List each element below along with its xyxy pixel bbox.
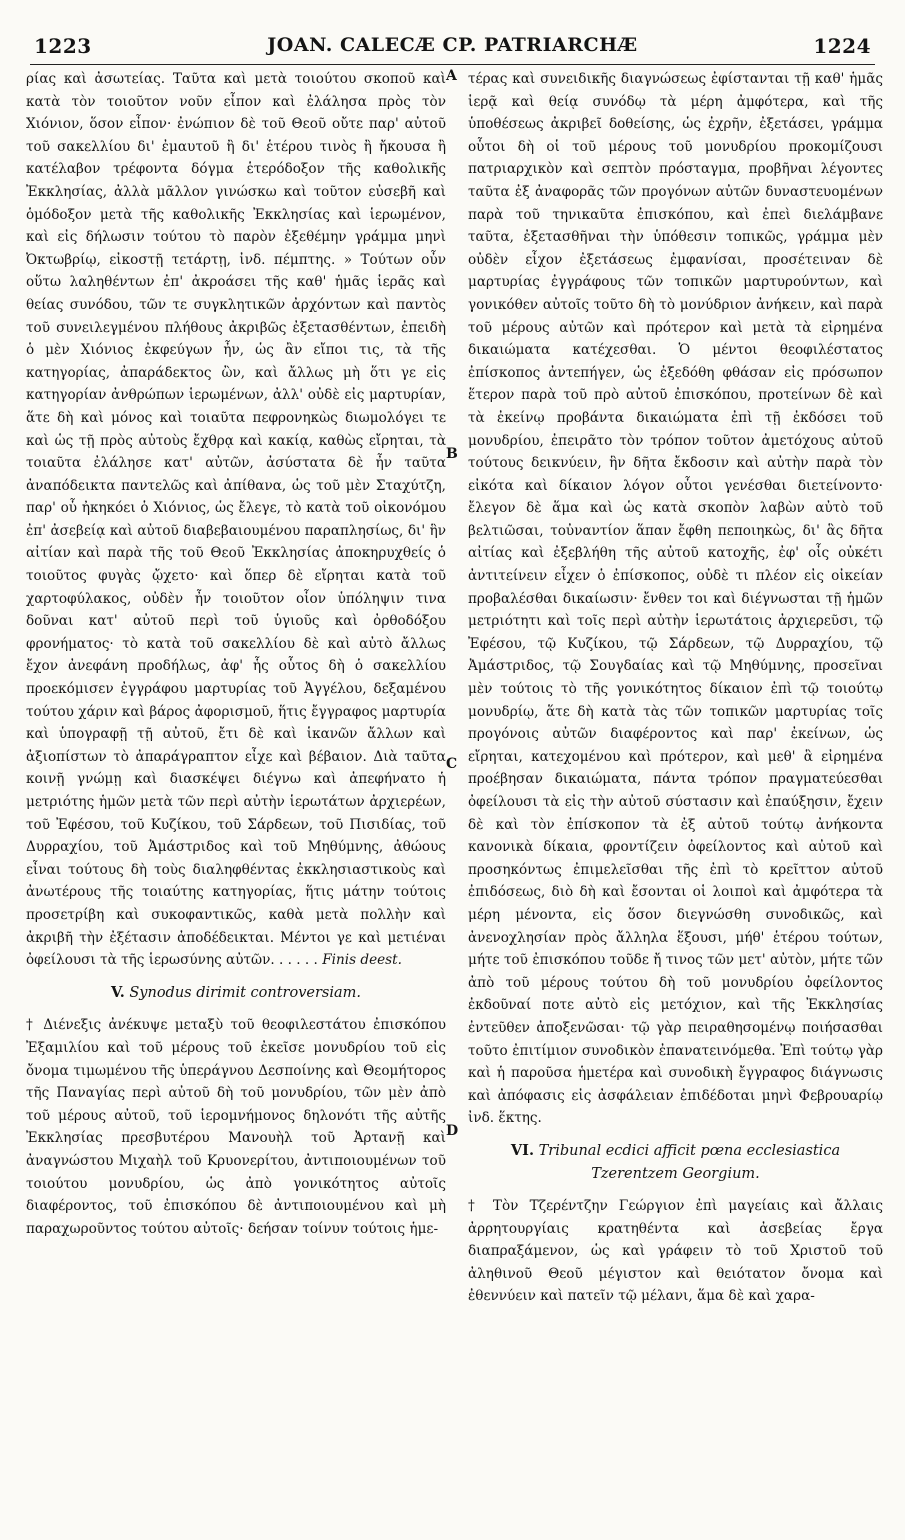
right-page-number: 1224	[813, 34, 871, 58]
margin-letter-c: C	[446, 756, 458, 772]
right-column	[468, 68, 883, 1308]
section-v-title: Synodus dirimit controversiam.	[129, 984, 361, 1001]
left-page-number: 1223	[34, 34, 92, 58]
margin-letter-a: A	[446, 68, 457, 84]
section-v-number: V.	[110, 983, 125, 1001]
finis-note: Finis deest.	[322, 952, 402, 969]
section-vi-heading	[468, 1140, 883, 1185]
margin-letter-d: D	[446, 1123, 459, 1139]
section-v-heading	[26, 982, 446, 1005]
running-title: JOAN. CALECÆ CP. PATRIARCHÆ	[267, 34, 638, 56]
right-paragraph-2: † Τὸν Τζερέντζην Γεώργιον ἐπὶ μαγείαις καὶ ἄλλαις ἀρρητουργίαις κρατηθέντα καὶ ἀσεβείας ἔργα διαπραξάμενον, ὡς καὶ γράφειν τὸ τοῦ Χριστοῦ τοῦ ἀληθινοῦ Θεοῦ μέγιστον καὶ θειότατον ὄνομα καὶ ἐθεννύειν καὶ πατεῖν τῷ μέλανι, ἅμα δὲ καὶ χαρα-	[468, 1198, 883, 1305]
section-vi-title: Tribunal ecdici afficit pœna ecclesiastica Tzerentzem Georgium.	[538, 1142, 841, 1182]
section-vi-number: VI.	[510, 1141, 534, 1159]
margin-letter-b: B	[446, 446, 458, 462]
left-column	[26, 68, 446, 1240]
left-paragraph-1-text: ρίας καὶ ἀσωτείας. Ταῦτα καὶ μετὰ τοιούτου σκοποῦ καὶ κατὰ τὸν τοιοῦτον νοῦν εἶπον καὶ ἐλάλησα πρὸς τὸν Χιόνιον, ὅσον εἶπον· ἐνώπιον δὲ τοῦ Θεοῦ οὔτε παρ' αὐτοῦ τοῦ σακελλίου δι' ἐμαυτοῦ ἢ δι' ἑτέρου τινὸς ἢ ἤκουσα ἢ κατέλαβον τρέφοντα δόγμα ἑτερόδοξον τῆς καθολικῆς Ἐκκλησίας, ἀλλὰ μᾶλλον γινώσκω καὶ τοῦτον εὐσεβῆ καὶ ὁμόδοξον μετὰ τῆς καθολικῆς Ἐκκλησίας καὶ ἱερωμένον, καὶ εἰς δήλωσιν τούτου τὸ παρὸν ἐξεθέμην γράμμα μηνὶ Ὀκτωβρίῳ, εἰκοστῇ τετάρτῃ, ἰνδ. πέμπτης. » Τούτων οὖν οὕτω λαληθέντων ἐπ' ἀκροάσει τῆς καθ' ἡμᾶς ἱερᾶς καὶ θείας συνόδου, τῶν τε συγκλητικῶν ἀρχόντων καὶ παντὸς τοῦ συνειλεγμένου πλήθους ἀκριβῶς ἐξετασθέντων, ἐπειδὴ ὁ μὲν Χιόνιος ἐκφεύγων ἦν, ὡς ἂν εἴποι τις, τὰ τῆς κατηγορίας, ἀπαράδεκτος ὢν, καὶ ἄλλως μὴ ὅτι γε εἰς κατηγορίαν ἀνθρώπων ἱερωμένων, ἀλλ' οὐδὲ εἰς μαρτυρίαν, ἅτε δὴ καὶ μόνος καὶ τοιαῦτα πεφρονηκὼς διωμολόγει τε καὶ ὡς τῇ πρὸς αὐτοὺς ἔχθρᾳ καὶ κακίᾳ, καθὼς εἴρηται, τὰ τοιαῦτα ἐλάλησε κατ' αὐτῶν, ἀσύστατα δὲ ἦν ταῦτα ἀναπόδεικτα παντελῶς καὶ ἀπίθανα, ὡς τοῦ μὲν Σταχύτζη, παρ' οὗ ἠκηκόει ὁ Χιόνιος, ὡς ἔλεγε, τὸ κατὰ τοῦ οἰκονόμου ἐπ' ἀσεβείᾳ καὶ αὐτοῦ διαβεβαιουμένου παραπλησίως, δι' ἣν αἰτίαν καὶ παρὰ τῆς τοῦ Θεοῦ Ἐκκλησίας ἀποκηρυχθείς ὁ τοιοῦτος φυγὰς ᾤχετο· καὶ ὅπερ δὲ εἴρηται κατὰ τοῦ χαρτοφύλακος, οὐδὲν ἦν τοιοῦτον οἷον ὑπόληψιν τινα δοῦναι κατ' αὐτοῦ περὶ τοῦ ὑγιοῦς καὶ ὀρθοδόξου φρονήματος· τὸ κατὰ τοῦ σακελλίου δὲ καὶ αὐτὸ ἄλλως ἔχον ἀνεφάνη προδήλως, ἀφ' ἧς οὗτος δὴ ὁ σακελλίου προεκόμισεν ἐγγράφου μαρτυρίας τοῦ Ἀγγέλου, δεξαμένου τούτου χάριν καὶ βάρος ἀφορισμοῦ, ἥτις ἔγγραφος μαρτυρία καὶ ὑπογραφῇ τῇ αὐτοῦ, ἔτι δὲ καὶ ἱκανῶν ἄλλων καὶ ἀξιοπίστων τὸ ἀπαράγραπτον εἶχε καὶ βέβαιον. Διὰ ταῦτα κοινῇ γνώμῃ καὶ διασκέψει διέγνω καὶ ἀπεφήνατο ἡ μετριότης ἡμῶν μετὰ τῶν περὶ αὐτὴν ἱερωτάτων ἀρχιερέων, τοῦ Ἐφέσου, τοῦ Κυζίκου, τοῦ Σάρδεων, τοῦ Πισιδίας, τοῦ Δυρραχίου, τοῦ Ἀμάστριδος καὶ τοῦ Μηθύμνης, ἀθώους εἶναι τούτους δὴ τοὺς διαληφθέντας ἐκκλησιαστικοὺς καὶ ἀνωτέρους τῆς τοιαύτης κατηγορίας, ἥτις μάτην τούτοις προσετρίβη καὶ συκοφαντικῶς, καθὰ μετὰ πολλὴν καὶ ἀκριβῆ τὴν ἐξέτασιν ἀποδέδεικται. Μέντοι γε καὶ μετιέναι ὀφείλουσι τὰ τῆς ἱερωσύνης αὐτῶν. . . . . .	[26, 71, 446, 969]
right-paragraph-1: τέρας καὶ συνειδικῆς διαγνώσεως ἐφίστανται τῇ καθ' ἡμᾶς ἱερᾷ καὶ θείᾳ συνόδῳ τὰ μέρη ἀμφότερα, καὶ τῆς ὑποθέσεως ἀκριβεῖ δοθείσης, ὡς ἐχρῆν, ἐξετάσει, γράμμα οὗτοι δὴ οἱ τοῦ μέρους τοῦ μονυδρίου προκομίζουσι πατριαρχικὸν καὶ σεπτὸν πρόσταγμα, προβῆναι λέγοντες ταῦτα ἐξ ἀναφορᾶς τῶν προγόνων αὐτῶν δυναστευομένων παρὰ τοῦ τηνικαῦτα ἐπισκόπου, καὶ ἐπεὶ διελάμβανε ταῦτα, ἐξετασθῆναι τὴν ὑπόθεσιν τοπικῶς, γράμμα μὲν οὐδὲν εἶχον ἐξετάσεως ἐμφανίσαι, προσέτειναν δὲ μαρτυρίας ἐγγράφους τῶν τοπικῶν μαρτυρούντων, καὶ γονικόθεν αὐτοῖς τοῦτο δὴ τὸ μονύδριον ἀνήκειν, καὶ παρὰ τοῦ μέρους αὐτῶν καὶ πρότερον καὶ μετὰ τὰ εἰρημένα δικαιώματα κατέχεσθαι. Ὁ μέντοι θεοφιλέστατος ἐπίσκοπος ἀντεπήγεν, ὡς ἐξεδόθη φθάσαν εἰς πρόσωπον ἕτερον παρὰ τοῦ πρὸ αὐτοῦ ἐπισκόπου, προτείνων δὲ καὶ τὰ ἐκείνῳ προβάντα δικαιώματα ἐπὶ τῇ ἐκδόσει τοῦ μονυδρίου, ἐπειρᾶτο τὸν τρόπον τοῦτον ἀμετόχους αὐτοῦ τούτους δεικνύειν, ἣν δῆτα ἔκδοσιν καὶ αὐτὴν παρὰ τὸν εἰκότα καὶ δίκαιον λόγον οὗτοι γενέσθαι διετείνοντο· ἔλεγον δὲ ἅμα καὶ ὡς κατὰ σκοπὸν λαβὼν αὐτὸ τοῦ βελτιῶσαι, τοὐναντίον ἅπαν ἔφθη πεποιηκὼς, δι' ἃς δῆτα αἰτίας καὶ ἐξεβλήθη τῆς αὐτοῦ κατοχῆς, ἐφ' οἷς οὐκέτι ἀντιτείνειν εἶχεν ὁ ἐπίσκοπος, οὐδὲ τι πλέον εἰς οἰκείαν προβαλέσθαι δικαίωσιν· ἔνθεν τοι καὶ διέγνωσται τῇ ἡμῶν μετριότητι καὶ τοῖς περὶ αὐτὴν ἱερωτάτοις ἀρχιερεῦσι, τῷ Ἐφέσου, τῷ Κυζίκου, τῷ Σάρδεων, τῷ Δυρραχίου, τῷ Ἀμάστριδος, τῷ Σουγδαίας καὶ τῷ Μηθύμνης, προσεῖναι μὲν τούτοις τὸ τῆς γονικότητος δίκαιον ἐπὶ τῷ τοιούτῳ μονυδρίῳ, ἅτε δὴ κατὰ τὰς τῶν τοπικῶν μαρτυρίας τοῖς προγόνοις αὐτῶν διαφέροντος καὶ παρ' ἐκείνων, ὡς εἴρηται, κατεχομένου καὶ πρότερον, καὶ μεθ' ἃ εἰρημένα προέβησαν δικαιώματα, πάντα τρόπον πραγματεύεσθαι ὀφείλουσι τὰ εἰς τὴν αὐτοῦ σύστασιν καὶ ἐπαύξησιν, ἔχειν δὲ καὶ τὸν ἐπίσκοπον τὰ ἐξ αὐτοῦ τούτῳ ἀνήκοντα κανονικὰ δίκαια, φροντίζειν ὀφείλοντος καὶ αὐτοῦ καὶ προσηκόντως ἐπιμελεῖσθαι τῆς ἐπὶ τὸ κρεῖττον αὐτοῦ ἐπιδόσεως, διὸ δὴ καὶ ἔσονται οἱ λοιποὶ καὶ ἀμφότερα τὰ μέρη μένοντα, εἰς ὅσον διεγνώσθη συνοδικῶς, καὶ ἀνενοχλησίαν πρὸς ἄλληλα ἕξουσι, μήθ' ἑτέρου τούτων, μήτε τοῦ ἐπισκόπου τοῦδε ἤ τινος τῶν μετ' αὐτὸν, μήτε τῶν ἀπὸ τοῦ μέρους τούτου δὴ τοῦ μονυδρίου ὀφείλοντος ἐκδοῦναί ποτε αὐτὸ εἰς μετόχιον, καὶ τῆς Ἐκκλησίας ἐντεῦθεν ἀποξενῶσαι· τῷ γὰρ πειραθησομένῳ ποιήσασθαι τοῦτο ἐπιτίμιον συνοδικὸν ἐπανατεινόμεθα. Ἐπὶ τούτῳ γὰρ καὶ ἡ παροῦσα ἡμετέρα καὶ συνοδικὴ ἔγγραφος διάγνωσις καὶ ἀπόφασις εἰς ἀσφάλειαν ἐπιδέδοται μηνὶ Φεβρουαρίῳ ἰνδ. ἕκτης.	[468, 71, 883, 1127]
page-header	[30, 34, 875, 65]
left-paragraph-2: † Διένεξις ἀνέκυψε μεταξὺ τοῦ θεοφιλεστάτου ἐπισκόπου Ἐξαμιλίου καὶ τοῦ μέρους τοῦ ἐκεῖσε μονυδρίου τοῦ εἰς ὄνομα τιμωμένου τῆς ὑπεράγνου Δεσποίνης καὶ Θεομήτορος τῆς Παναγίας περὶ αὐτοῦ δὴ τοῦ μονυδρίου, τῶν μὲν ἀπὸ τοῦ μέρους αὐτοῦ, τοῦ ἱερομνήμονος δηλονότι τῆς αὐτῆς Ἐκκλησίας πρεσβυτέρου Μανουὴλ τοῦ Ἀρτανῇ καὶ ἀναγνώστου Μιχαὴλ τοῦ Κρυονερίτου, ἀντιποιουμένων τοῦ τοιούτου μονυδρίου, ὡς ἀπὸ γονικότητος αὐτοῖς διαφέροντος, τοῦ ἐπισκόπου δὲ ἀντιποιουμένου καὶ μὴ παραχωροῦντος τούτου αὐτοῖς· δεήσαν τοίνυν τούτοις ἡμε-	[26, 1017, 446, 1237]
left-paragraph-1	[26, 68, 446, 972]
